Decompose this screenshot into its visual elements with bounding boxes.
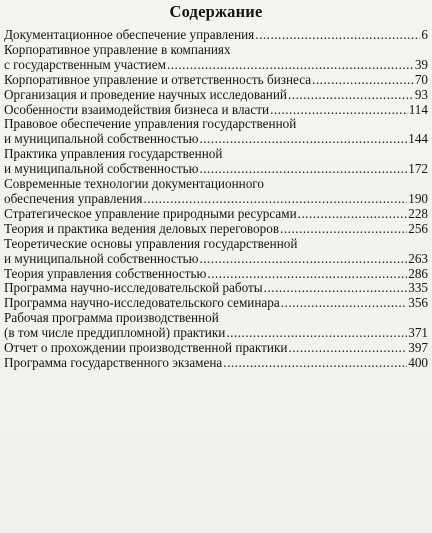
- toc-entry-title-line: Современные технологии документационного: [4, 176, 264, 192]
- toc-entry-title-line: Теоретические основы управления государственной: [4, 235, 298, 251]
- toc-entry-title: Стратегическое управление природными ресурсами: [4, 205, 297, 221]
- toc-page-number: 39: [414, 56, 428, 72]
- toc-entry-title: Организация и проведение научных исследований: [4, 86, 287, 102]
- toc-entry-last-line: [4, 88, 428, 103]
- toc-entry-title: Программа государственного экзамена: [4, 354, 223, 370]
- toc-entry-title: (в том числе преддипломной) практики: [4, 325, 226, 341]
- dot-leader: [223, 356, 407, 371]
- toc-entry-title: Документационное обеспечение управления: [4, 27, 255, 42]
- dot-leader: [288, 88, 414, 103]
- dot-leader: [288, 341, 407, 356]
- toc-page-number: 256: [408, 220, 428, 236]
- toc-entry-last-line: [4, 162, 428, 177]
- toc-page-number: 400: [408, 354, 428, 370]
- toc-page-number: 190: [408, 190, 428, 206]
- toc-entry-last-line: [4, 356, 428, 371]
- toc-entry-last-line: [4, 341, 428, 356]
- toc-page-number: 114: [408, 101, 428, 117]
- toc-entry: [4, 281, 428, 296]
- toc-page-number: 6: [421, 27, 428, 42]
- dot-leader: [207, 267, 407, 282]
- toc-page-number: 397: [408, 340, 428, 356]
- toc-entry-last-line: [4, 267, 428, 282]
- dot-leader: [199, 162, 407, 177]
- toc-entry: [4, 117, 428, 147]
- toc-entry: [4, 267, 428, 282]
- toc-page-number: 172: [408, 161, 428, 177]
- toc-page-number: 144: [408, 131, 428, 147]
- toc-entry-title-line: Корпоративное управление в компаниях: [4, 41, 231, 57]
- contents-heading: Содержание: [169, 2, 263, 21]
- toc-entry: [4, 296, 428, 311]
- toc-entry-last-line: [4, 207, 428, 222]
- toc-entry-title: Теория управления собственностью: [4, 265, 207, 281]
- toc-entry-last-line: [4, 296, 428, 311]
- toc-entry: [4, 177, 428, 207]
- toc-entry-title: Программа научно-исследовательского семинара: [4, 295, 280, 311]
- toc-entry: [4, 341, 428, 356]
- toc-entry-title-line: Рабочая программа производственной: [4, 310, 219, 326]
- toc-page-number: 356: [408, 295, 428, 311]
- toc-entry-last-line: [4, 222, 428, 237]
- toc-entry-title: обеспечения управления: [4, 190, 143, 206]
- toc-entry: [4, 73, 428, 88]
- toc-page-number: 70: [414, 71, 428, 87]
- toc-entry-last-line: [4, 103, 428, 118]
- toc-entry: [4, 237, 428, 267]
- dot-leader: [280, 222, 407, 237]
- toc-page-number: 371: [408, 325, 428, 341]
- toc-entry-title: и муниципальной собственностью: [4, 161, 199, 177]
- dot-leader: [281, 296, 408, 311]
- toc-entry-title: и муниципальной собственностью: [4, 250, 199, 266]
- toc-page-number: 263: [408, 250, 428, 266]
- toc-entry: [4, 88, 428, 103]
- toc-entry-title: Корпоративное управление и ответственность бизнеса: [4, 71, 312, 87]
- toc-entry: [4, 207, 428, 222]
- toc-entry-last-line: [4, 326, 428, 341]
- toc-entry-last-line: [4, 252, 428, 267]
- toc-entry: [4, 43, 428, 73]
- toc-entry: [4, 311, 428, 341]
- toc-entry: [4, 356, 428, 371]
- toc-entry-last-line: [4, 28, 428, 43]
- toc-entry: [4, 222, 428, 237]
- dot-leader: [143, 192, 407, 207]
- toc-entry-title: и муниципальной собственностью: [4, 131, 199, 147]
- toc-entry-title: Программа научно-исследовательской работы: [4, 280, 263, 296]
- dot-leader: [264, 281, 408, 296]
- dot-leader: [167, 58, 414, 73]
- table-of-contents: [4, 28, 428, 371]
- dot-leader: [270, 103, 408, 118]
- toc-page-number: 286: [408, 265, 428, 281]
- toc-entry-title: Особенности взаимодействия бизнеса и власти: [4, 101, 270, 117]
- dot-leader: [226, 326, 407, 341]
- dot-leader: [199, 252, 407, 267]
- toc-entry-last-line: [4, 73, 428, 88]
- toc-entry-title: Теория и практика ведения деловых переговоров: [4, 220, 280, 236]
- toc-entry: [4, 103, 428, 118]
- toc-page-number: 93: [414, 86, 428, 102]
- toc-entry-last-line: [4, 192, 428, 207]
- toc-entry: [4, 147, 428, 177]
- dot-leader: [298, 207, 408, 222]
- toc-page-number: 335: [408, 280, 428, 296]
- dot-leader: [312, 73, 414, 88]
- toc-entry-last-line: [4, 58, 428, 73]
- toc-entry: [4, 28, 428, 43]
- toc-entry-title: с государственным участием: [4, 56, 166, 72]
- toc-page-number: 228: [408, 205, 428, 221]
- toc-entry-last-line: [4, 132, 428, 147]
- dot-leader: [255, 28, 420, 43]
- toc-entry-title-line: Практика управления государственной: [4, 146, 223, 162]
- toc-entry-last-line: [4, 281, 428, 296]
- toc-entry-title: Отчет о прохождении производственной практики: [4, 340, 288, 356]
- dot-leader: [199, 132, 407, 147]
- toc-entry-title-line: Правовое обеспечение управления государственной: [4, 116, 297, 132]
